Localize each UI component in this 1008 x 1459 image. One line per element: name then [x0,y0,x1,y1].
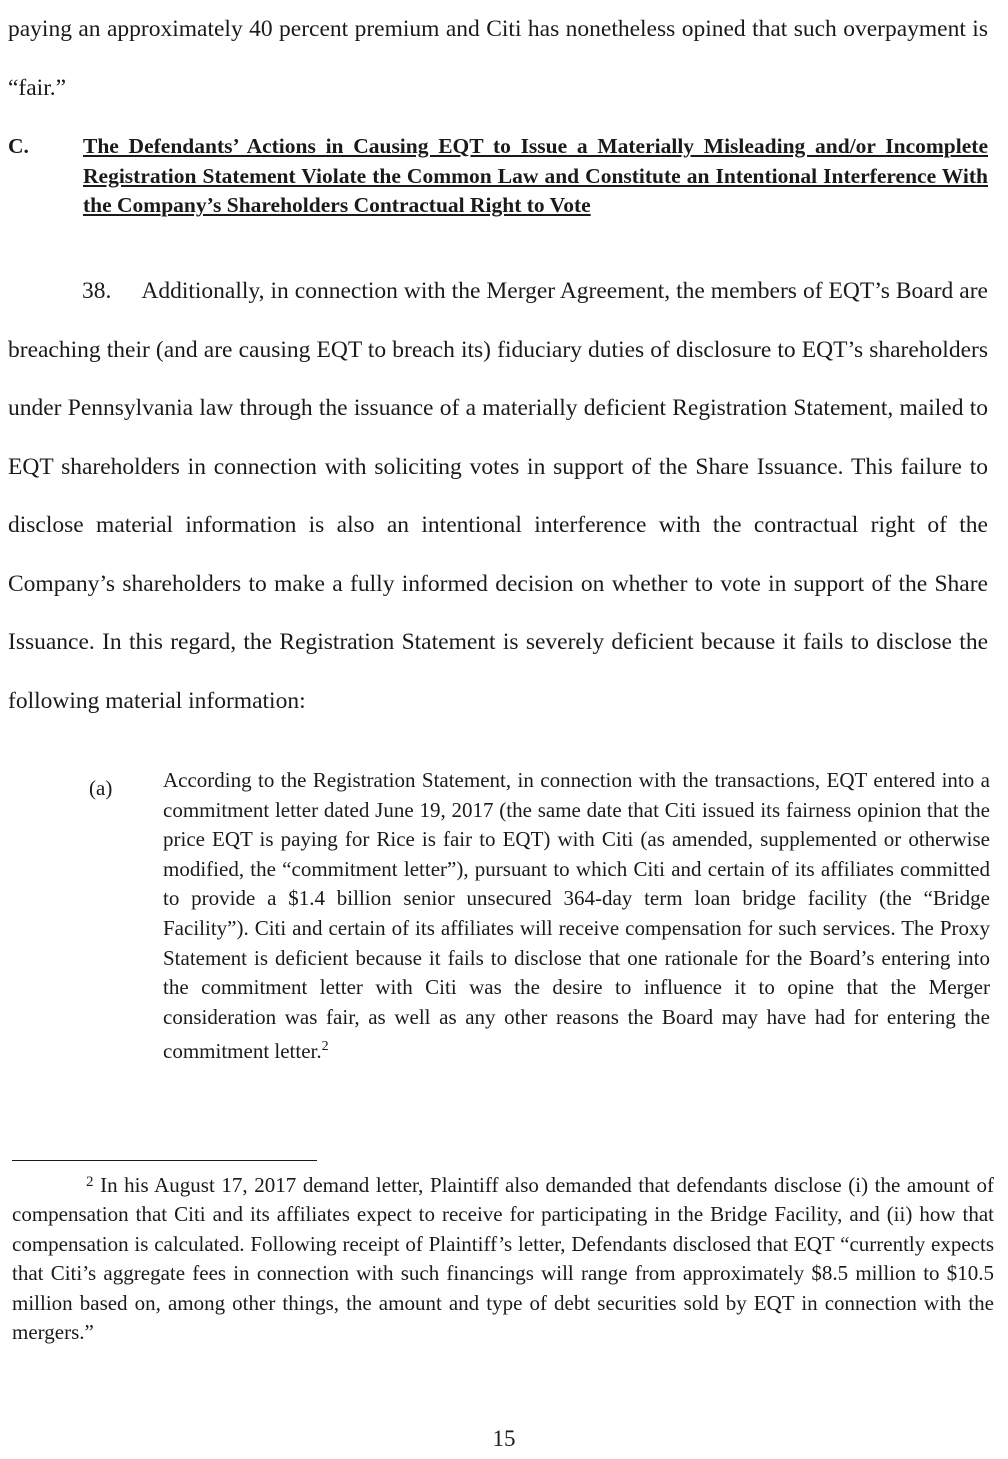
item-a-label: (a) [89,776,113,800]
intro-paragraph: paying an approximately 40 percent premium and Citi has nonetheless opined that such overpayment is “fair.” [8,16,988,101]
footnote-marker: 2 [86,1174,94,1190]
item-a-text-block [163,766,990,1067]
section-title: The Defendants’ Actions in Causing EQT to Issue a Materially Misleading and/or Incomplete Registration Statement Violate the Common Law and Constitute an Intentional Interference With the Company’s Shareholders Contractual Right to Vote [83,134,988,217]
page-number: 15 [492,1426,516,1451]
section-letter: C. [8,134,29,158]
footnote-text: In his August 17, 2017 demand letter, Plaintiff also demanded that defendants disclose (i) the amount of compensation that Citi and its affiliates expect to receive for participating in the Bridge Facility, and (ii) how that compensation is calculated. Following receipt of Plaintiff’s letter, Defendants disclosed that EQT “currently expects that Citi’s aggregate fees in connection with such financings will range from approximately $8.5 million to $10.5 million based on, among other things, the amount and type of debt securities sold by EQT in connection with the mergers.” [12,1173,994,1345]
paragraph-38-number: 38. [82,278,112,304]
footnote-divider [12,1160,317,1161]
paragraph-38 [8,262,988,730]
paragraph-38-text: Additionally, in connection with the Merger Agreement, the members of EQT’s Board are breaching their (and are causing EQT to breach its) fiduciary duties of disclosure to EQT’s shareholders under Pennsylvania law through the issuance of a materially deficient Registration Statement, mailed to EQT shareholders in connection with soliciting votes in support of the Share Issuance. This failure to disclose material information is also an intentional interference with the contractual right of the Company’s shareholders to make a fully informed decision on whether to vote in support of the Share Issuance. In this regard, the Registration Statement is severely deficient because it fails to disclose the following material information: [8,278,988,714]
item-a-text: According to the Registration Statement, in connection with the transactions, EQT entered into a commitment letter dated June 19, 2017 (the same date that Citi issued its fairness opinion that the price EQT is paying for Rice is fair to EQT) with Citi (as amended, supplemented or otherwise modified, the “commitment letter”), pursuant to which Citi and certain of its affiliates committed to provide a $1.4 billion senior unsecured 364-day term loan bridge facility (the “Bridge Facility”). Citi and certain of its affiliates will receive compensation for such services. The Proxy Statement is deficient because it fails to disclose that one rationale for the Board’s entering into the commitment letter with Citi was the desire to influence it to opine that the Merger consideration was fair, as well as any other reasons the Board may have had for entering the commitment letter. [163,768,990,1064]
footnote-ref[interactable]: 2 [321,1039,329,1055]
footnote-2 [12,1168,994,1347]
